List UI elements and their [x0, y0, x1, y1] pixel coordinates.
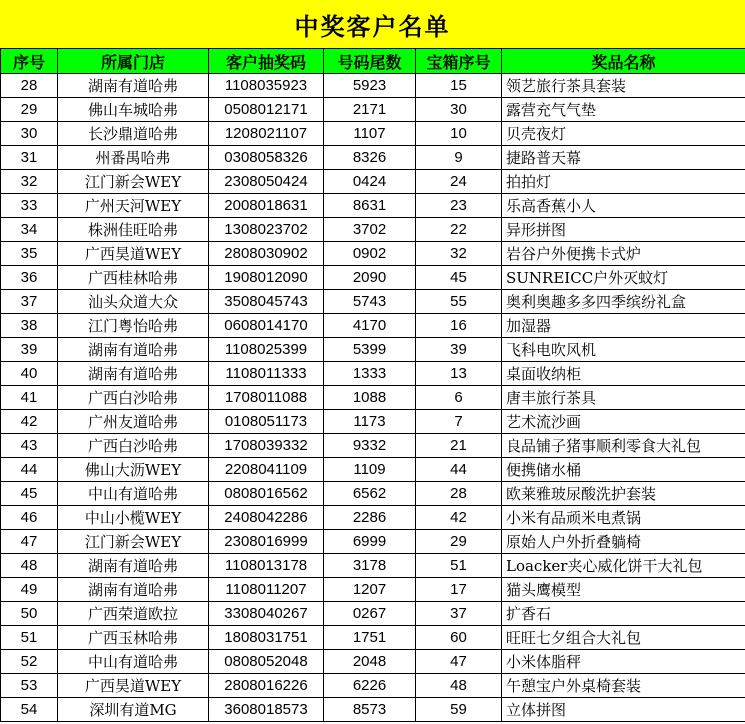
header-prize-name[interactable]: 奖品名称 [502, 49, 745, 74]
header-index[interactable]: 序号 [1, 49, 58, 74]
table-row [1, 338, 745, 362]
cell-tail-number[interactable]: 1207 [324, 578, 416, 602]
cell-prize-name[interactable]: 猫头鹰模型 [502, 578, 745, 602]
cell-draw-code[interactable]: 1708011088 [209, 386, 324, 410]
cell-prize-name[interactable]: SUNREICC户外灭蚊灯 [502, 266, 745, 290]
cell-index[interactable]: 50 [1, 602, 58, 626]
table-row [1, 602, 745, 626]
table-row [1, 242, 745, 266]
table-row [1, 698, 745, 722]
cell-prize-name[interactable]: 小米有品顽米电煮锅 [502, 506, 745, 530]
table-row [1, 266, 745, 290]
cell-store[interactable]: 广西白沙哈弗 [58, 386, 209, 410]
cell-tail-number[interactable]: 1109 [324, 458, 416, 482]
cell-prize-name[interactable]: 捷路普天幕 [502, 146, 745, 170]
table-row [1, 554, 745, 578]
cell-box-number[interactable]: 16 [416, 314, 502, 338]
cell-box-number[interactable]: 21 [416, 434, 502, 458]
cell-index[interactable]: 38 [1, 314, 58, 338]
cell-prize-name[interactable]: 旺旺七夕组合大礼包 [502, 626, 745, 650]
cell-index[interactable]: 36 [1, 266, 58, 290]
cell-index[interactable]: 31 [1, 146, 58, 170]
cell-prize-name[interactable]: 贝壳夜灯 [502, 122, 745, 146]
cell-store[interactable]: 州番禺哈弗 [58, 146, 209, 170]
cell-box-number[interactable]: 22 [416, 218, 502, 242]
cell-tail-number[interactable]: 6999 [324, 530, 416, 554]
cell-box-number[interactable]: 32 [416, 242, 502, 266]
cell-draw-code[interactable]: 0108051173 [209, 410, 324, 434]
header-tail-number[interactable]: 号码尾数 [324, 49, 416, 74]
table-row [1, 650, 745, 674]
cell-store[interactable]: 深圳有道MG [58, 698, 209, 722]
cell-index[interactable]: 35 [1, 242, 58, 266]
cell-box-number[interactable]: 17 [416, 578, 502, 602]
cell-draw-code[interactable]: 1108035923 [209, 74, 324, 98]
cell-prize-name[interactable]: 奥利奥趣多多四季缤纷礼盒 [502, 290, 745, 314]
cell-prize-name[interactable]: 原始人户外折叠躺椅 [502, 530, 745, 554]
table-row [1, 146, 745, 170]
cell-store[interactable]: 湖南有道哈弗 [58, 362, 209, 386]
cell-index[interactable]: 42 [1, 410, 58, 434]
cell-tail-number[interactable]: 1333 [324, 362, 416, 386]
cell-draw-code[interactable]: 1108011333 [209, 362, 324, 386]
cell-tail-number[interactable]: 8573 [324, 698, 416, 722]
cell-draw-code[interactable]: 2808016226 [209, 674, 324, 698]
cell-index[interactable]: 37 [1, 290, 58, 314]
cell-store[interactable]: 汕头众道大众 [58, 290, 209, 314]
table-row [1, 290, 745, 314]
cell-draw-code[interactable]: 0808052048 [209, 650, 324, 674]
table-row [1, 218, 745, 242]
cell-draw-code[interactable]: 2308016999 [209, 530, 324, 554]
cell-store[interactable]: 佛山大沥WEY [58, 458, 209, 482]
cell-prize-name[interactable]: 午憩宝户外桌椅套装 [502, 674, 745, 698]
cell-store[interactable]: 中山小榄WEY [58, 506, 209, 530]
cell-box-number[interactable]: 51 [416, 554, 502, 578]
header-draw-code[interactable]: 客户抽奖码 [209, 49, 324, 74]
table-row [1, 410, 745, 434]
cell-prize-name[interactable]: 欧莱雅玻尿酸洗护套装 [502, 482, 745, 506]
table-row [1, 98, 745, 122]
cell-tail-number[interactable]: 0902 [324, 242, 416, 266]
table-row [1, 74, 745, 98]
cell-tail-number[interactable]: 1173 [324, 410, 416, 434]
cell-tail-number[interactable]: 4170 [324, 314, 416, 338]
cell-box-number[interactable]: 23 [416, 194, 502, 218]
cell-store[interactable]: 湖南有道哈弗 [58, 578, 209, 602]
cell-tail-number[interactable]: 5399 [324, 338, 416, 362]
cell-tail-number[interactable]: 1088 [324, 386, 416, 410]
cell-store[interactable]: 株洲佳旺哈弗 [58, 218, 209, 242]
cell-draw-code[interactable]: 2308050424 [209, 170, 324, 194]
cell-box-number[interactable]: 13 [416, 362, 502, 386]
header-row [1, 49, 745, 74]
cell-index[interactable]: 48 [1, 554, 58, 578]
cell-tail-number[interactable]: 6226 [324, 674, 416, 698]
cell-store[interactable]: 江门粤怡哈弗 [58, 314, 209, 338]
cell-prize-name[interactable]: 领艺旅行茶具套装 [502, 74, 745, 98]
cell-prize-name[interactable]: 小米体脂秤 [502, 650, 745, 674]
cell-store[interactable]: 江门新会WEY [58, 530, 209, 554]
cell-draw-code[interactable]: 1108025399 [209, 338, 324, 362]
cell-store[interactable]: 湖南有道哈弗 [58, 74, 209, 98]
cell-store[interactable]: 长沙鼎道哈弗 [58, 122, 209, 146]
cell-store[interactable]: 佛山车城哈弗 [58, 98, 209, 122]
cell-box-number[interactable]: 10 [416, 122, 502, 146]
cell-tail-number[interactable]: 9332 [324, 434, 416, 458]
cell-prize-name[interactable]: 便携储水桶 [502, 458, 745, 482]
header-store[interactable]: 所属门店 [58, 49, 209, 74]
table-row [1, 506, 745, 530]
cell-box-number[interactable]: 37 [416, 602, 502, 626]
cell-box-number[interactable]: 60 [416, 626, 502, 650]
cell-box-number[interactable]: 47 [416, 650, 502, 674]
cell-index[interactable]: 41 [1, 386, 58, 410]
cell-box-number[interactable]: 15 [416, 74, 502, 98]
cell-draw-code[interactable]: 1908012090 [209, 266, 324, 290]
winners-table [0, 48, 745, 722]
cell-draw-code[interactable]: 3608018573 [209, 698, 324, 722]
cell-draw-code[interactable]: 0308058326 [209, 146, 324, 170]
cell-index[interactable]: 32 [1, 170, 58, 194]
cell-box-number[interactable]: 45 [416, 266, 502, 290]
cell-store[interactable]: 广西荣道欧拉 [58, 602, 209, 626]
table-row [1, 434, 745, 458]
table-row [1, 314, 745, 338]
cell-box-number[interactable]: 6 [416, 386, 502, 410]
cell-store[interactable]: 广州天河WEY [58, 194, 209, 218]
cell-draw-code[interactable]: 1208021107 [209, 122, 324, 146]
cell-store[interactable]: 广西桂林哈弗 [58, 266, 209, 290]
table-row [1, 362, 745, 386]
cell-tail-number[interactable]: 2090 [324, 266, 416, 290]
cell-draw-code[interactable]: 1108013178 [209, 554, 324, 578]
table-row [1, 578, 745, 602]
cell-box-number[interactable]: 39 [416, 338, 502, 362]
cell-prize-name[interactable]: 岩谷户外便携卡式炉 [502, 242, 745, 266]
table-row [1, 482, 745, 506]
cell-index[interactable]: 29 [1, 98, 58, 122]
cell-box-number[interactable]: 30 [416, 98, 502, 122]
cell-store[interactable]: 中山有道哈弗 [58, 482, 209, 506]
cell-prize-name[interactable]: 异形拼图 [502, 218, 745, 242]
cell-tail-number[interactable]: 2048 [324, 650, 416, 674]
cell-prize-name[interactable]: 拍拍灯 [502, 170, 745, 194]
cell-box-number[interactable]: 48 [416, 674, 502, 698]
cell-prize-name[interactable]: 良品铺子猪事顺利零食大礼包 [502, 434, 745, 458]
cell-index[interactable]: 45 [1, 482, 58, 506]
cell-box-number[interactable]: 24 [416, 170, 502, 194]
cell-store[interactable]: 中山有道哈弗 [58, 650, 209, 674]
cell-prize-name[interactable]: 乐高香蕉小人 [502, 194, 745, 218]
cell-tail-number[interactable]: 1107 [324, 122, 416, 146]
cell-store[interactable]: 广西玉林哈弗 [58, 626, 209, 650]
table-row [1, 122, 745, 146]
cell-tail-number[interactable]: 6562 [324, 482, 416, 506]
cell-draw-code[interactable]: 0608014170 [209, 314, 324, 338]
cell-draw-code[interactable]: 1708039332 [209, 434, 324, 458]
cell-draw-code[interactable]: 2408042286 [209, 506, 324, 530]
cell-tail-number[interactable]: 0267 [324, 602, 416, 626]
cell-index[interactable]: 53 [1, 674, 58, 698]
cell-store[interactable]: 湖南有道哈弗 [58, 338, 209, 362]
cell-index[interactable]: 51 [1, 626, 58, 650]
cell-box-number[interactable]: 44 [416, 458, 502, 482]
table-row [1, 170, 745, 194]
table-row [1, 194, 745, 218]
cell-index[interactable]: 54 [1, 698, 58, 722]
cell-prize-name[interactable]: Loacker夹心威化饼干大礼包 [502, 554, 745, 578]
cell-draw-code[interactable]: 3308040267 [209, 602, 324, 626]
cell-prize-name[interactable]: 扩香石 [502, 602, 745, 626]
header-box-number[interactable]: 宝箱序号 [416, 49, 502, 74]
cell-draw-code[interactable]: 1108011207 [209, 578, 324, 602]
cell-box-number[interactable]: 9 [416, 146, 502, 170]
cell-box-number[interactable]: 42 [416, 506, 502, 530]
cell-draw-code[interactable]: 3508045743 [209, 290, 324, 314]
sheet-title: 中奖客户名单 [0, 0, 745, 49]
cell-store[interactable]: 广州友道哈弗 [58, 410, 209, 434]
table-body [1, 74, 745, 722]
cell-prize-name[interactable]: 唐丰旅行茶具 [502, 386, 745, 410]
cell-index[interactable]: 30 [1, 122, 58, 146]
cell-box-number[interactable]: 28 [416, 482, 502, 506]
cell-index[interactable]: 33 [1, 194, 58, 218]
cell-tail-number[interactable]: 3178 [324, 554, 416, 578]
cell-box-number[interactable]: 29 [416, 530, 502, 554]
cell-index[interactable]: 34 [1, 218, 58, 242]
cell-draw-code[interactable]: 2208041109 [209, 458, 324, 482]
cell-tail-number[interactable]: 5743 [324, 290, 416, 314]
cell-prize-name[interactable]: 立体拼图 [502, 698, 745, 722]
table-row [1, 530, 745, 554]
cell-box-number[interactable]: 59 [416, 698, 502, 722]
cell-draw-code[interactable]: 1308023702 [209, 218, 324, 242]
cell-index[interactable]: 49 [1, 578, 58, 602]
cell-tail-number[interactable]: 0424 [324, 170, 416, 194]
cell-tail-number[interactable]: 2171 [324, 98, 416, 122]
cell-store[interactable]: 江门新会WEY [58, 170, 209, 194]
cell-draw-code[interactable]: 2008018631 [209, 194, 324, 218]
cell-draw-code[interactable]: 0808016562 [209, 482, 324, 506]
table-row [1, 386, 745, 410]
cell-tail-number[interactable]: 1751 [324, 626, 416, 650]
cell-index[interactable]: 52 [1, 650, 58, 674]
cell-index[interactable]: 43 [1, 434, 58, 458]
cell-tail-number[interactable]: 5923 [324, 74, 416, 98]
cell-tail-number[interactable]: 8326 [324, 146, 416, 170]
cell-prize-name[interactable]: 加湿器 [502, 314, 745, 338]
cell-index[interactable]: 46 [1, 506, 58, 530]
cell-draw-code[interactable]: 0508012171 [209, 98, 324, 122]
cell-prize-name[interactable]: 露营充气气垫 [502, 98, 745, 122]
cell-store[interactable]: 广西昊道WEY [58, 674, 209, 698]
cell-prize-name[interactable]: 艺术流沙画 [502, 410, 745, 434]
cell-store[interactable]: 广西白沙哈弗 [58, 434, 209, 458]
cell-index[interactable]: 39 [1, 338, 58, 362]
table-row [1, 458, 745, 482]
cell-index[interactable]: 40 [1, 362, 58, 386]
cell-index[interactable]: 28 [1, 74, 58, 98]
cell-store[interactable]: 湖南有道哈弗 [58, 554, 209, 578]
cell-box-number[interactable]: 7 [416, 410, 502, 434]
cell-tail-number[interactable]: 2286 [324, 506, 416, 530]
cell-tail-number[interactable]: 8631 [324, 194, 416, 218]
cell-prize-name[interactable]: 飞科电吹风机 [502, 338, 745, 362]
cell-prize-name[interactable]: 桌面收纳柜 [502, 362, 745, 386]
cell-draw-code[interactable]: 1808031751 [209, 626, 324, 650]
cell-tail-number[interactable]: 3702 [324, 218, 416, 242]
table-row [1, 674, 745, 698]
cell-store[interactable]: 广西昊道WEY [58, 242, 209, 266]
cell-index[interactable]: 47 [1, 530, 58, 554]
cell-box-number[interactable]: 55 [416, 290, 502, 314]
table-row [1, 626, 745, 650]
cell-draw-code[interactable]: 2808030902 [209, 242, 324, 266]
cell-index[interactable]: 44 [1, 458, 58, 482]
